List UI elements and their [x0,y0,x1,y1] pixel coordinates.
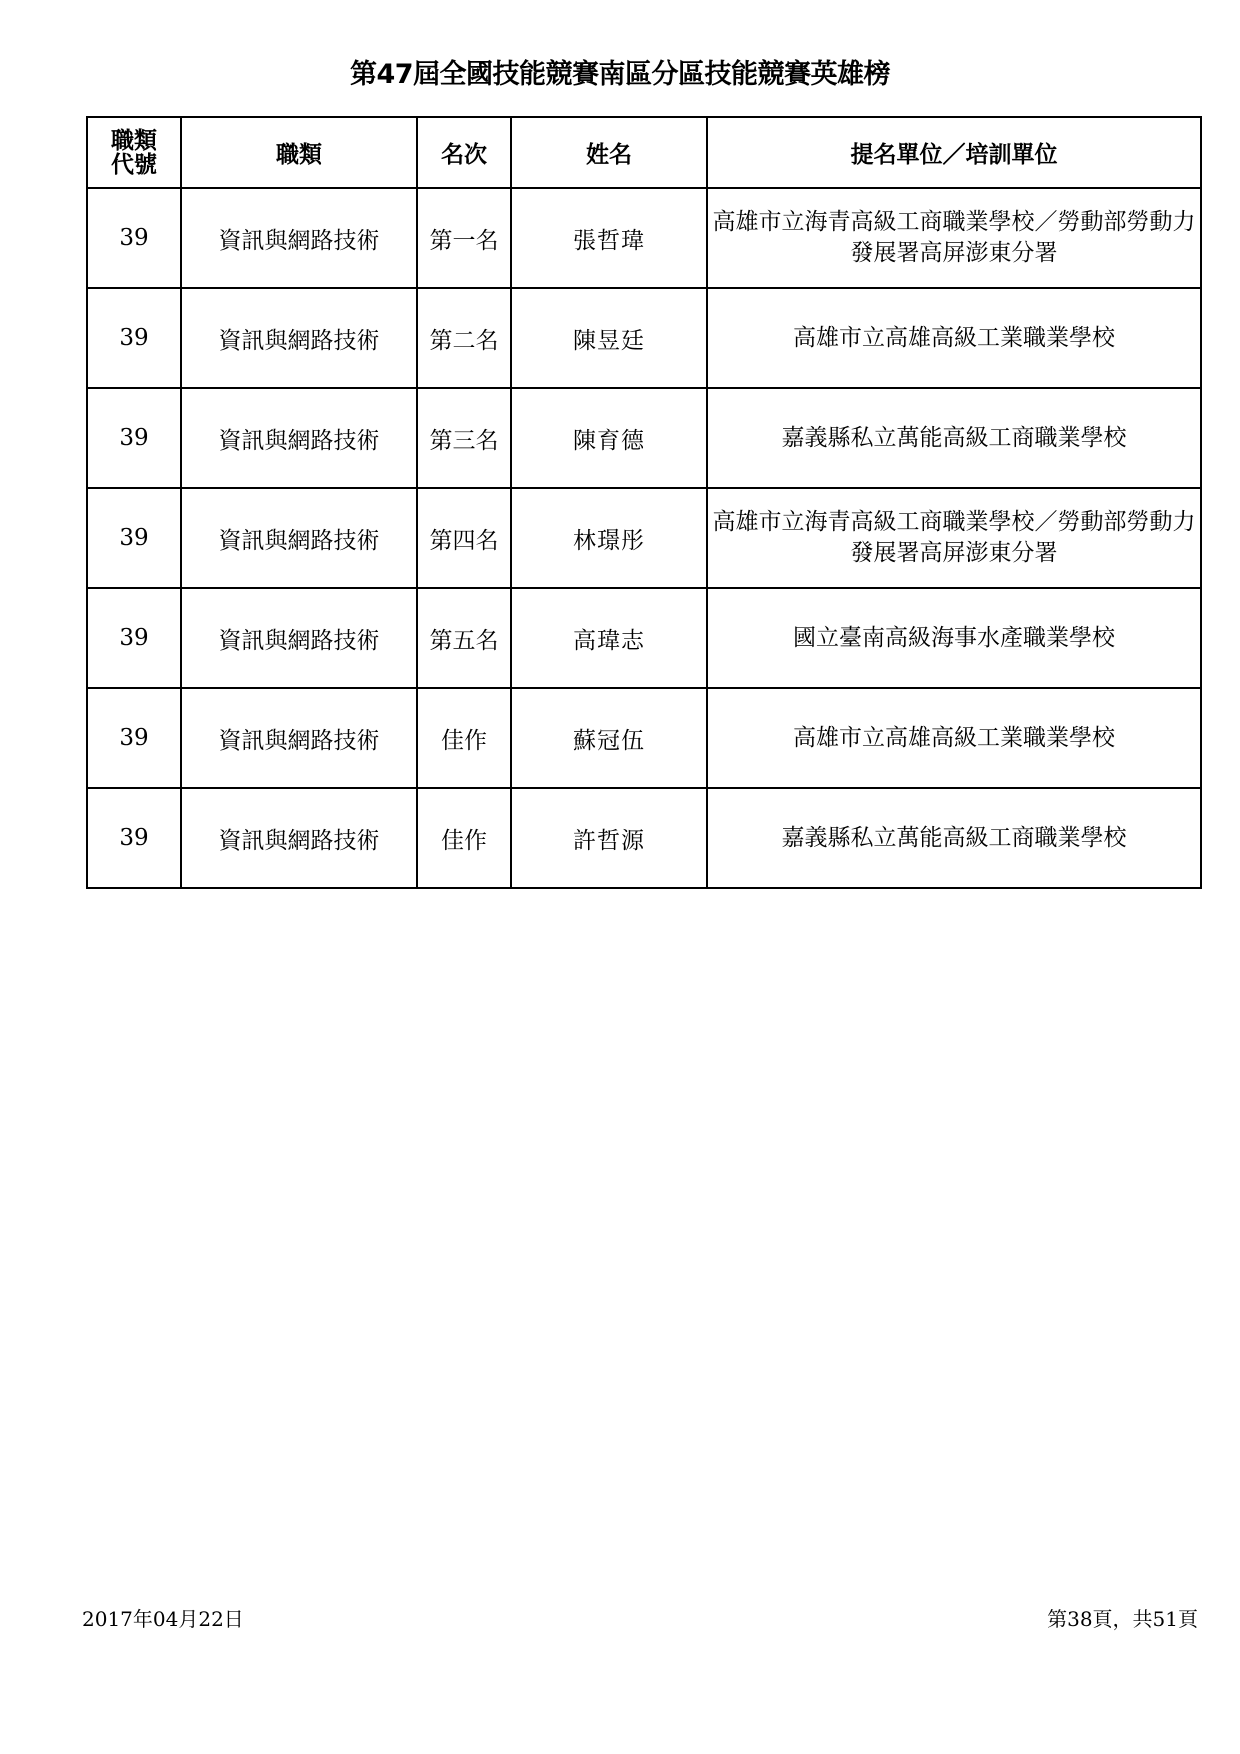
cell-unit: 嘉義縣私立萬能高級工商職業學校 [707,388,1201,488]
cell-unit: 高雄市立高雄高級工業職業學校 [707,288,1201,388]
cell-trade: 資訊與網路技術 [181,688,417,788]
header-name: 姓名 [511,117,707,188]
cell-unit: 高雄市立海青高級工商職業學校／勞動部勞動力發展署高屏澎東分署 [707,188,1201,288]
cell-unit: 國立臺南高級海事水產職業學校 [707,588,1201,688]
cell-name: 張哲瑋 [511,188,707,288]
cell-rank: 佳作 [417,788,511,888]
cell-code: 39 [87,788,181,888]
cell-name: 林璟彤 [511,488,707,588]
cell-trade: 資訊與網路技術 [181,488,417,588]
table-row [87,288,1201,388]
cell-name: 陳育德 [511,388,707,488]
cell-unit: 高雄市立高雄高級工業職業學校 [707,688,1201,788]
results-table [86,116,1202,889]
cell-rank: 第四名 [417,488,511,588]
header-trade-code [87,117,181,188]
cell-code: 39 [87,188,181,288]
cell-trade: 資訊與網路技術 [181,188,417,288]
footer-page-number: 第38頁，共51頁 [1047,1607,1198,1631]
footer-date: 2017年04月22日 [82,1607,244,1631]
cell-rank: 第五名 [417,588,511,688]
cell-name: 蘇冠伍 [511,688,707,788]
cell-rank: 第一名 [417,188,511,288]
cell-trade: 資訊與網路技術 [181,288,417,388]
table-row [87,688,1201,788]
cell-code: 39 [87,388,181,488]
header-trade-code-line2: 代號 [111,151,157,178]
cell-code: 39 [87,688,181,788]
table-row [87,388,1201,488]
cell-trade: 資訊與網路技術 [181,588,417,688]
cell-rank: 第二名 [417,288,511,388]
table-row [87,788,1201,888]
table-header-row [87,117,1201,188]
page-title: 第47屆全國技能競賽南區分區技能競賽英雄榜 [349,59,891,90]
cell-name: 陳昱廷 [511,288,707,388]
cell-rank: 第三名 [417,388,511,488]
cell-code: 39 [87,288,181,388]
cell-name: 高瑋志 [511,588,707,688]
cell-trade: 資訊與網路技術 [181,788,417,888]
header-trade-code-line1: 職類 [111,127,157,154]
table-row [87,588,1201,688]
cell-unit: 高雄市立海青高級工商職業學校／勞動部勞動力發展署高屏澎東分署 [707,488,1201,588]
header-trade: 職類 [181,117,417,188]
header-unit: 提名單位／培訓單位 [707,117,1201,188]
header-rank: 名次 [417,117,511,188]
cell-code: 39 [87,488,181,588]
cell-code: 39 [87,588,181,688]
cell-unit: 嘉義縣私立萬能高級工商職業學校 [707,788,1201,888]
cell-trade: 資訊與網路技術 [181,388,417,488]
cell-name: 許哲源 [511,788,707,888]
cell-rank: 佳作 [417,688,511,788]
table-row [87,188,1201,288]
table-row [87,488,1201,588]
